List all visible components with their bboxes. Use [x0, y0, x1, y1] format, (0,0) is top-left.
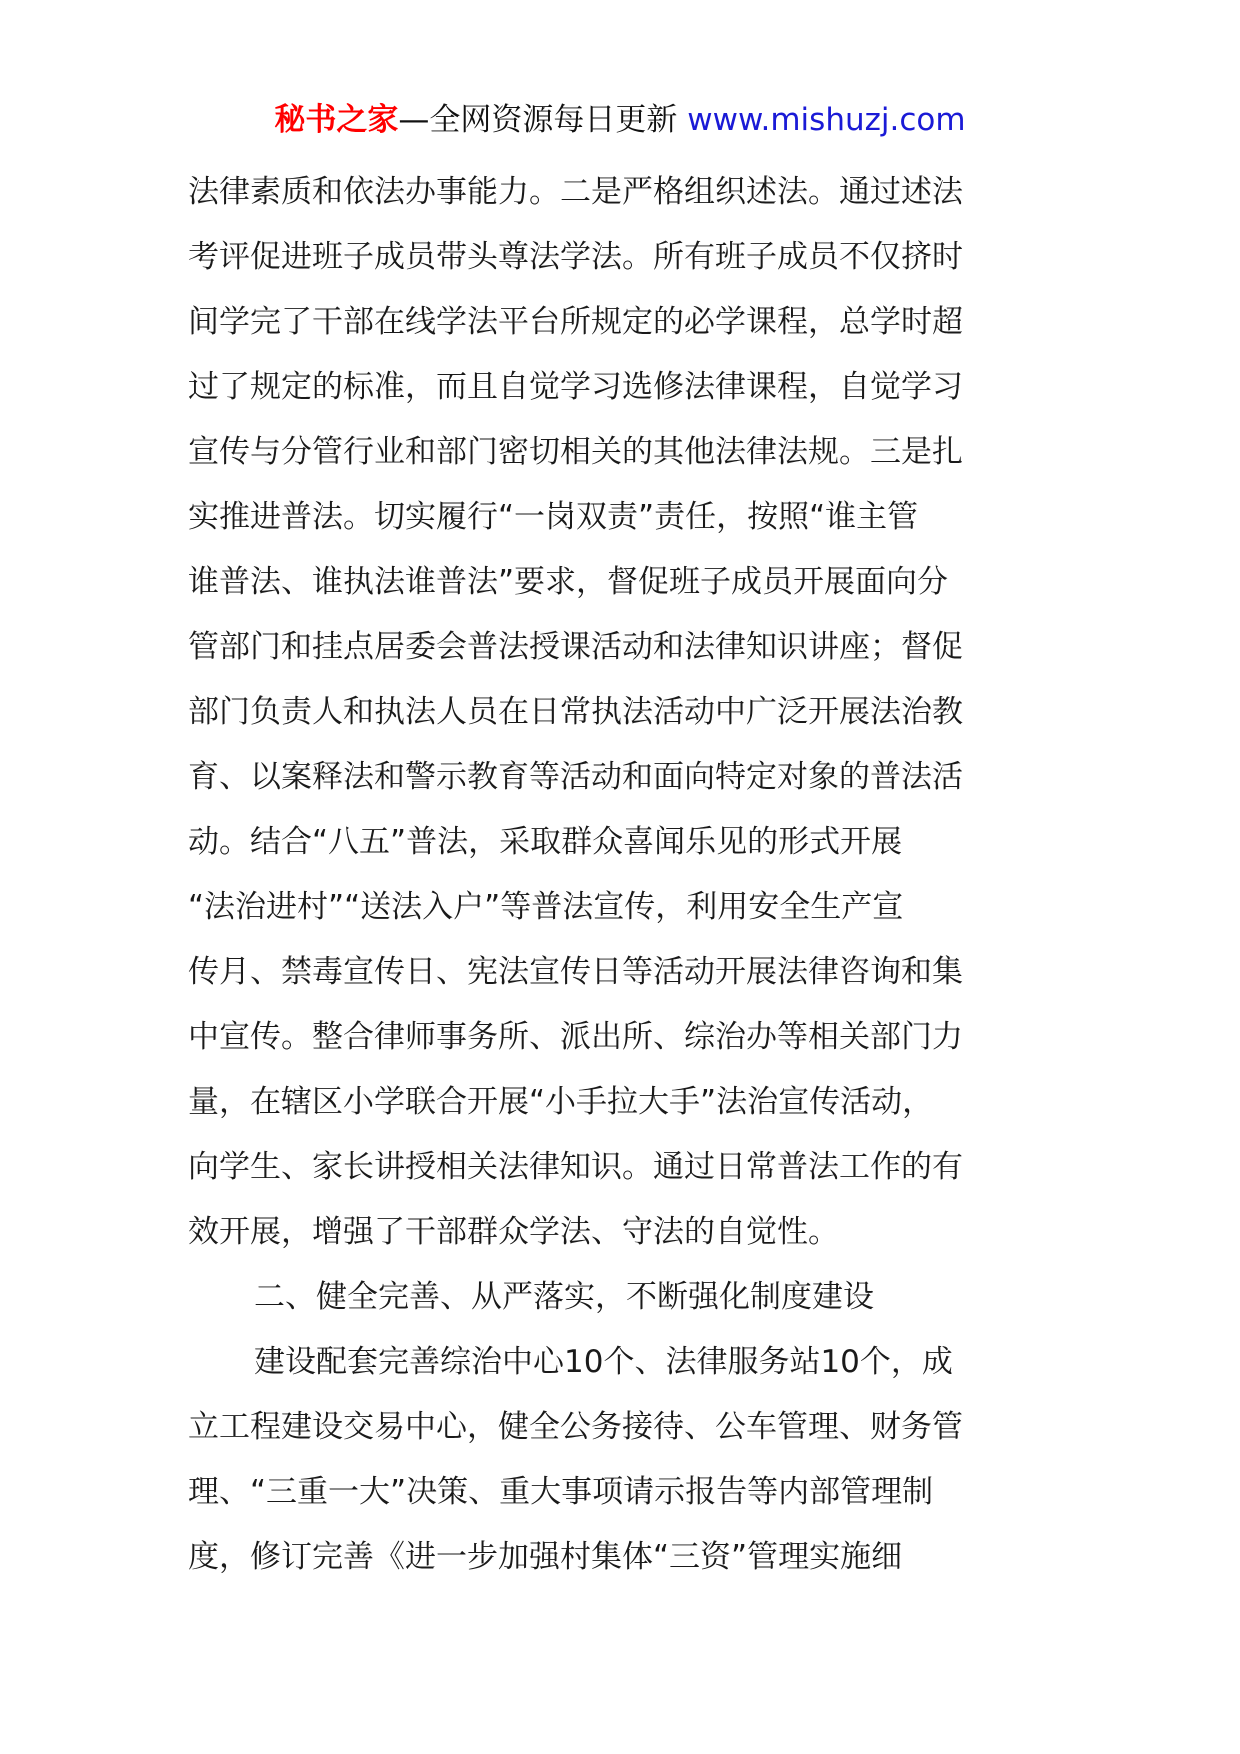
text-line: 宣传与分管行业和部门密切相关的其他法律法规。三是扎 — [188, 434, 963, 470]
header-tagline: —全网资源每日更新 — [398, 102, 688, 138]
document-body — [188, 160, 1058, 1590]
website-url[interactable]: www.mishuzj.com — [687, 102, 966, 138]
text-line: 谁普法、谁执法谁普法”要求，督促班子成员开展面向分 — [188, 564, 949, 600]
text-line: 向学生、家长讲授相关法律知识。通过日常普法工作的有 — [188, 1149, 963, 1185]
text-line: 建设配套完善综治中心10个、法律服务站10个，成 — [254, 1344, 953, 1380]
text-line: 实推进普法。切实履行“一岗双责”责任，按照“谁主管 — [188, 499, 919, 535]
text-line: 传月、禁毒宣传日、宪法宣传日等活动开展法律咨询和集 — [188, 954, 963, 990]
text-line: 法律素质和依法办事能力。二是严格组织述法。通过述法 — [188, 174, 963, 210]
text-line: 立工程建设交易中心，健全公务接待、公车管理、财务管 — [188, 1409, 963, 1445]
text-line: 考评促进班子成员带头尊法学法。所有班子成员不仅挤时 — [188, 239, 963, 275]
text-line: 量，在辖区小学联合开展“小手拉大手”法治宣传活动， — [188, 1084, 934, 1120]
text-line: 部门负责人和执法人员在日常执法活动中广泛开展法治教 — [188, 694, 963, 730]
text-line: 度，修订完善《进一步加强村集体“三资”管理实施细 — [188, 1539, 903, 1575]
page-header — [0, 100, 1240, 140]
section-heading: 二、健全完善、从严落实，不断强化制度建设 — [254, 1279, 874, 1315]
text-line: 动。结合“八五”普法，采取群众喜闻乐见的形式开展 — [188, 824, 903, 860]
brand-name: 秘书之家 — [274, 102, 399, 138]
text-line: “法治进村”“送法入户”等普法宣传，利用安全生产宣 — [188, 889, 904, 925]
text-line: 间学完了干部在线学法平台所规定的必学课程，总学时超 — [188, 304, 963, 340]
text-line: 效开展，增强了干部群众学法、守法的自觉性。 — [188, 1214, 839, 1250]
text-line: 管部门和挂点居委会普法授课活动和法律知识讲座；督促 — [188, 629, 963, 665]
text-line: 中宣传。整合律师事务所、派出所、综治办等相关部门力 — [188, 1019, 963, 1055]
text-line: 育、以案释法和警示教育等活动和面向特定对象的普法活 — [188, 759, 963, 795]
text-line: 过了规定的标准，而且自觉学习选修法律课程，自觉学习 — [188, 369, 963, 405]
text-line: 理、“三重一大”决策、重大事项请示报告等内部管理制 — [188, 1474, 934, 1510]
